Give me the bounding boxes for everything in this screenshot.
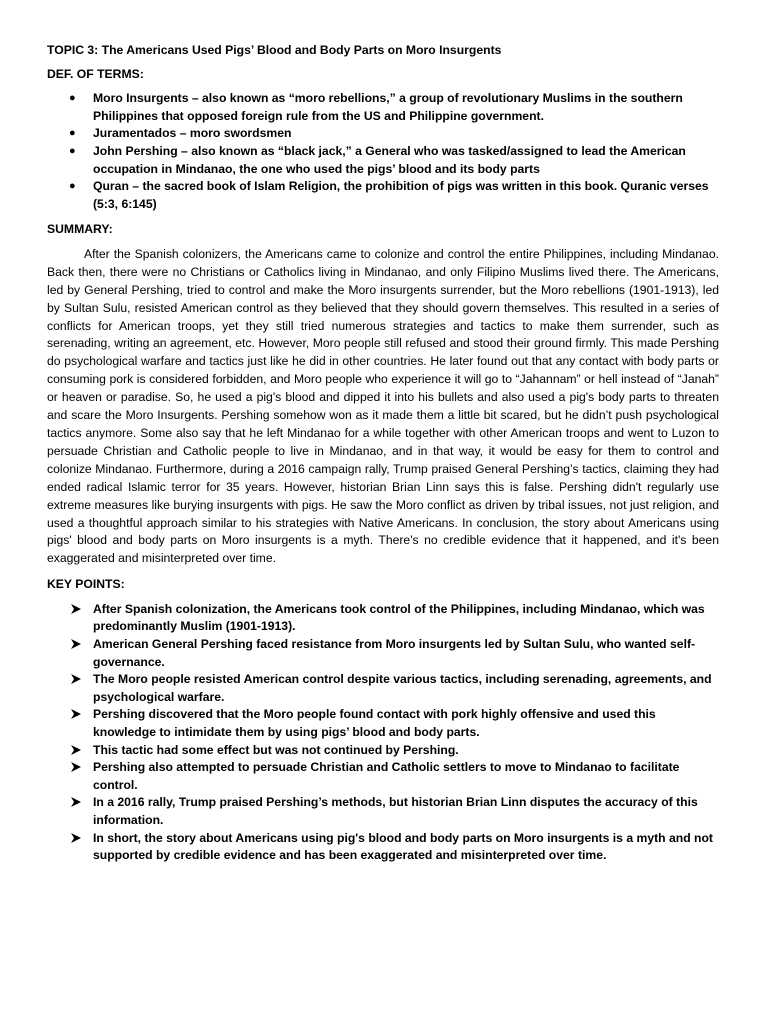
arrow-bullet-icon — [69, 743, 83, 757]
key-point-item — [47, 671, 719, 706]
definition-item — [47, 90, 719, 125]
bullet-icon: ● — [69, 180, 76, 193]
arrow-bullet-icon — [69, 760, 83, 774]
key-point-item — [47, 759, 719, 794]
key-point-item — [47, 706, 719, 741]
definition-item — [47, 178, 719, 213]
definition-item — [47, 125, 719, 143]
key-point-item — [47, 742, 719, 760]
key-point-item — [47, 830, 719, 865]
summary-heading: SUMMARY: — [47, 222, 113, 237]
key-point-text: American General Pershing faced resistance from Moro insurgents led by Sultan Sulu, who wanted self-governance. — [93, 637, 696, 669]
arrow-bullet-icon — [69, 637, 83, 651]
bullet-icon: ● — [69, 92, 76, 105]
summary-paragraph: After the Spanish colonizers, the Americans came to colonize and control the entire Philippines, including Mindanao. Back then, there were no Christians or Catholics living in Mindanao, and only Filipino Muslims lived there. The Americans, led by General Pershing, tried to control and make the Moro insurgents surrender, but the Moro rebellions (1901-1913), led by Sultan Sulu, resisted American control as they believed that they should govern themselves. This resulted in a series of conflicts for American troops, yet they still tried numerous strategies and tactics to make them surrender, such as serenading, writing an agreement, etc. However, Moro people still refused and stood their ground firmly. This made Pershing do psychological warfare and tactics just like he did in other countries. He later found out that any contact with body parts or consuming pork is considered forbidden, and Moro people who experience it will go to “Jahannam” or hell instead of “Janah” or heaven or paradise. So, he used a pig's blood and dipped it into his bullets and also used a pig's body parts to threaten and scare the Moro Insurgents. Pershing somehow won as it made them a little bit scared, but he didn’t push psychological tactics anymore. Some also say that he left Mindanao for a while together with other American troops and went to Luzon to persuade Christian and Catholic people to live in Mindanao, and in that way, it would be easy for them to control and colonize Mindanao. Furthermore, during a 2016 campaign rally, Trump praised General Pershing’s tactics, claiming they had ended radical Islamic terror for 35 years. However, historian Brian Linn says this is false. Pershing didn't regularly use extreme measures like burying insurgents with pigs. He saw the Moro conflict as driven by tribal issues, not just religion, and used a thoughtful approach similar to his strategies with Native Americans. In conclusion, the story about Americans using pigs' blood and body parts on Moro insurgents is a myth. There's no credible evidence that it happened, and it's been exaggerated and misinterpreted over time. — [47, 246, 719, 566]
definition-text: John Pershing – also known as “black jack,” a General who was tasked/assigned to lead the American occupation in Mindanao, the one who used the pigs’ blood and its body parts — [93, 143, 686, 176]
key-point-text: In a 2016 rally, Trump praised Pershing’s methods, but historian Brian Linn disputes the accuracy of this information. — [93, 795, 698, 827]
arrow-bullet-icon — [69, 602, 83, 616]
key-point-item — [47, 636, 719, 671]
key-point-text: After Spanish colonization, the Americans took control of the Philippines, including Mindanao, which was predominantly Muslim (1901-1913). — [93, 601, 705, 634]
document-page — [47, 42, 719, 865]
key-point-text: Pershing also attempted to persuade Christian and Catholic settlers to move to Mindanao to facilitate control. — [93, 760, 680, 792]
definitions-list — [47, 90, 719, 213]
key-point-item — [47, 794, 719, 829]
key-points-list — [47, 601, 719, 865]
definition-item — [47, 143, 719, 178]
definition-text: Moro Insurgents – also known as “moro rebellions,” a group of revolutionary Muslims in the southern Philippines that opposed foreign rule from the US and Philippine government. — [93, 91, 683, 123]
arrow-bullet-icon — [69, 831, 83, 845]
key-point-text: The Moro people resisted American control despite various tactics, including serenading, agreements, and psychological warfare. — [93, 672, 712, 704]
definition-text: Quran – the sacred book of Islam Religion, the prohibition of pigs was written in this book. Quranic verses (5:3, 6:145) — [93, 179, 709, 211]
arrow-bullet-icon — [69, 795, 83, 809]
bullet-icon: ● — [69, 144, 76, 157]
definition-text: Juramentados – moro swordsmen — [93, 126, 292, 141]
arrow-bullet-icon — [69, 707, 83, 721]
key-point-text: Pershing discovered that the Moro people found contact with pork highly offensive and used this knowledge to intimidate them by using pigs’ blood and body parts. — [93, 707, 656, 739]
definitions-heading: DEF. OF TERMS: — [47, 66, 144, 81]
key-point-item — [47, 601, 719, 636]
key-point-text: This tactic had some effect but was not continued by Pershing. — [93, 742, 459, 757]
key-points-heading: KEY POINTS: — [47, 577, 125, 592]
key-point-text: In short, the story about Americans using pig's blood and body parts on Moro insurgents is a myth and not supported by credible evidence and has been exaggerated and misinterpreted over time. — [93, 830, 713, 863]
page-title: TOPIC 3: The Americans Used Pigs’ Blood and Body Parts on Moro Insurgents — [47, 43, 502, 57]
bullet-icon: ● — [69, 127, 76, 140]
arrow-bullet-icon — [69, 672, 83, 686]
